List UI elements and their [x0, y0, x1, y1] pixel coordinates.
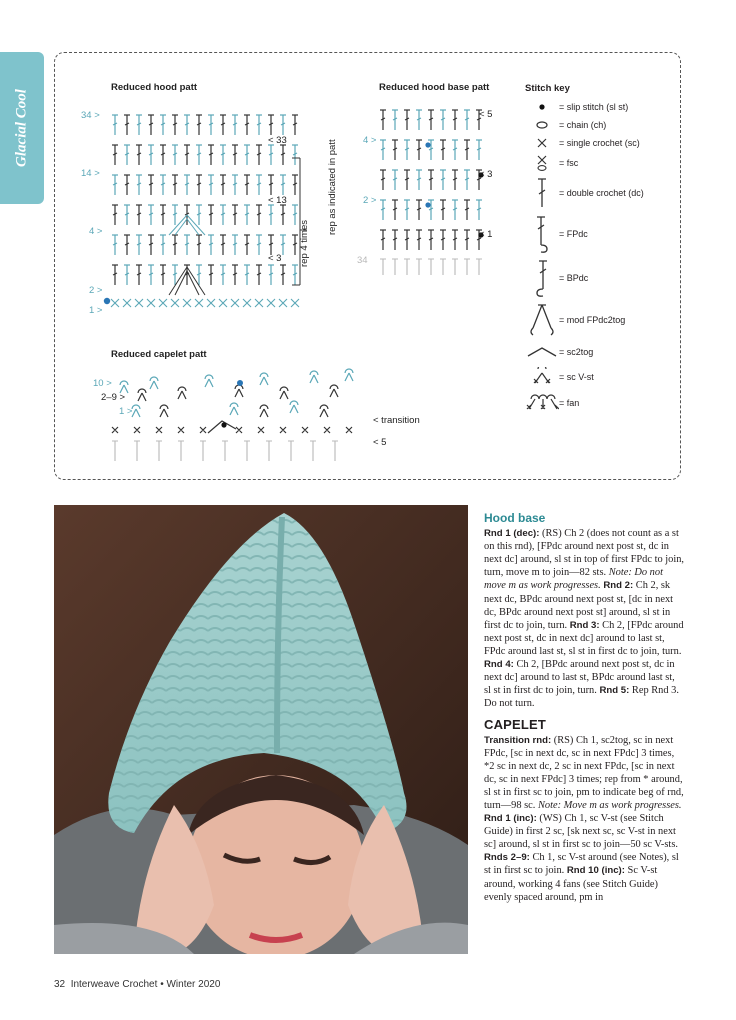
single-crochet-icon: [525, 137, 559, 149]
hood-row-4: 4 >: [89, 226, 103, 237]
key-row-sc-v-st: = sc V-st: [525, 364, 675, 390]
page-footer: [54, 979, 220, 990]
mod-fpdc2tog-icon: [525, 302, 559, 338]
chart-panel: [54, 52, 681, 480]
footer-separator: •: [160, 979, 164, 990]
hood-base-heading: Hood base: [484, 511, 546, 525]
double-crochet-icon: [525, 177, 559, 209]
key-row-mod-fpdc2tog: = mod FPdc2tog: [525, 300, 675, 340]
capelet-row-2-9: 2–9 >: [101, 392, 126, 403]
issue-name: Winter 2020: [166, 979, 221, 990]
capelet-instructions: Transition rnd: (RS) Ch 1, sc2tog, sc in next FPdc, [sc in next dc, sc in next FPdc] 3 times, *2 sc in next dc, 2 sc in next FPdc, [sc in next dc, sc in next FPdc] 3 times; rep from * around, sl st in first sc to join, pm to indicate beg of rnd, turn—98 sc. Note: Move m as work progresses. Rnd 1 (inc): (WS) Ch 1, sc V-st (see Stitch Guide) in first 2 sc, [sk next sc, sc V-st in next sc] around, sl st in first sc to join—50 sc V-sts. Rnds 2–9: Ch 1, sc V-st around (see Notes), sl st in first sc to join. Rnd 10 (inc): Sc V-st around, working 4 fans (see Stitch Guide) evenly spaced around, pm in: [484, 734, 684, 903]
capelet-diagram: [110, 363, 380, 471]
key-row-single-crochet: = single crochet (sc): [525, 134, 675, 152]
section-tab-label: Glacial Cool: [13, 89, 30, 167]
hood-row-34: 34 >: [81, 110, 100, 121]
hood-diagram-title: Reduced hood patt: [111, 82, 198, 93]
fsc-icon: [525, 154, 559, 172]
stitch-key-title: Stitch key: [525, 83, 570, 94]
hood-base-row-2: 2 >: [363, 195, 377, 206]
hood-base-instructions: Rnd 1 (dec): (RS) Ch 2 (does not count as a st on this rnd), [FPdc around next post st, dc in next dc] around, sl st in top of first FPdc to join, turn, move m to join—82 sts. Note: Do not move m as work progresses. Rnd 2: Ch 2, sk next dc, BPdc around next post st, [dc in next dc, BPdc around next post st] around, sl st in first dc to join, turn. Rnd 3: Ch 2, [FPdc around next post st, dc in next dc] around to last st, FPdc around last st, sl st in first dc to join, turn. Rnd 4: Ch 2, [BPdc around next post st, dc in next dc] around to last st, BPdc around last st, sl st in first dc to join, turn. Rnd 5: Rep Rnd 3. Do not turn.: [484, 528, 685, 710]
capelet-heading: CAPELET: [484, 717, 547, 733]
hood-base-row-1: < 1: [479, 229, 493, 240]
magazine-name: Interweave Crochet: [70, 979, 158, 990]
hood-base-diagram: [373, 95, 493, 285]
capelet-row-transition: < transition: [373, 415, 420, 426]
hood-row-33: < 33: [268, 135, 287, 146]
stitch-key: [525, 83, 675, 416]
bpdc-icon: [525, 259, 559, 297]
key-row-slip-stitch: = slip stitch (sl st): [525, 98, 675, 116]
key-row-bpdc: = BPdc: [525, 256, 675, 300]
fan-icon: [525, 393, 559, 413]
hood-row-1: 1 >: [89, 305, 103, 316]
hood-row-13: < 13: [268, 195, 287, 206]
key-row-fan: = fan: [525, 390, 675, 416]
capelet-row-1: 1 >: [119, 406, 133, 417]
key-row-chain: = chain (ch): [525, 116, 675, 134]
fpdc-icon: [525, 215, 559, 253]
capelet-row-5: < 5: [373, 437, 387, 448]
hood-rep-patt: rep as indicated in patt: [327, 139, 338, 235]
key-row-double-crochet: = double crochet (dc): [525, 174, 675, 212]
section-tab: [0, 52, 44, 204]
hood-base-row-5: < 5: [479, 109, 493, 120]
capelet-row-10: 10 >: [93, 378, 112, 389]
sc-v-st-icon: [525, 367, 559, 387]
hood-base-row-3: < 3: [479, 169, 493, 180]
key-row-fsc: = fsc: [525, 152, 675, 174]
key-row-fpdc: = FPdc: [525, 212, 675, 256]
page-number: 32: [54, 979, 66, 990]
hood-row-2: 2 >: [89, 285, 103, 296]
slip-stitch-icon: [525, 102, 559, 112]
hood-row-3: < 3: [268, 253, 282, 264]
hood-photo: [54, 505, 468, 954]
hood-base-diagram-title: Reduced hood base patt: [379, 82, 490, 93]
pattern-text: [484, 512, 684, 904]
hood-rep-times: rep 4 times: [299, 220, 310, 267]
hood-base-row-34: 34: [357, 255, 368, 266]
hood-base-row-4: 4 >: [363, 135, 377, 146]
key-row-sc2tog: = sc2tog: [525, 340, 675, 364]
chain-icon: [525, 120, 559, 130]
capelet-diagram-title: Reduced capelet patt: [111, 349, 207, 360]
sc2tog-icon: [525, 346, 559, 358]
hood-row-14: 14 >: [81, 168, 100, 179]
